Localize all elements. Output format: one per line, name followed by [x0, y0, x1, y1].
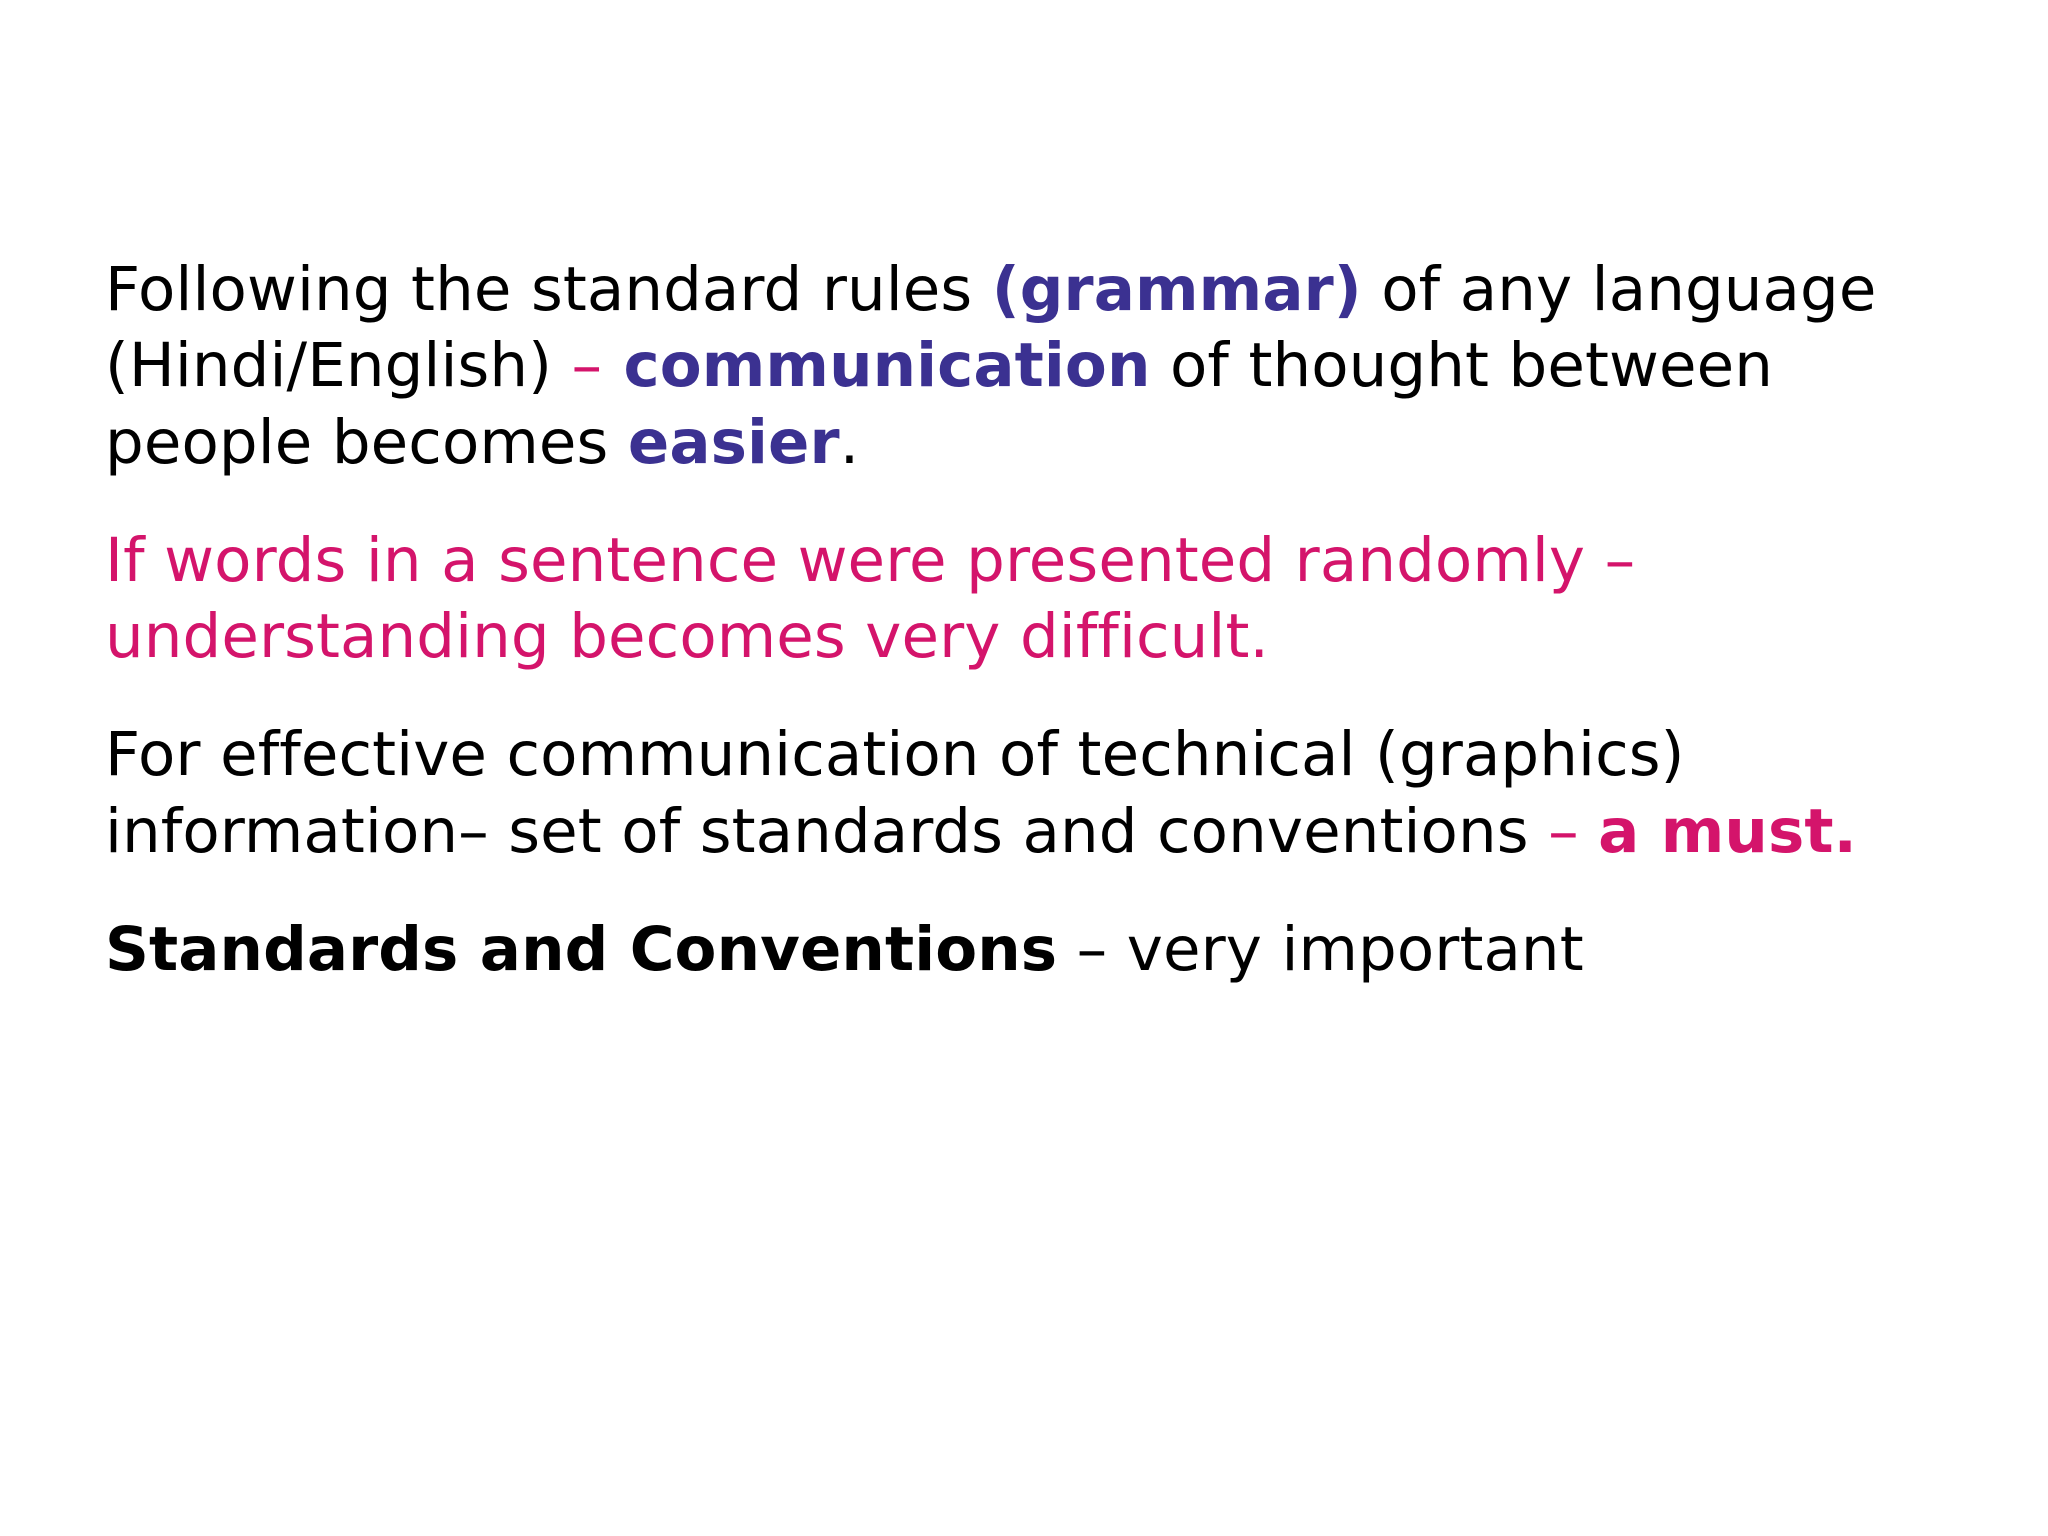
text-run-grammar: (grammar) — [991, 254, 1362, 325]
text-run-dash: – — [1548, 795, 1599, 867]
text-run: of thought between people becomes — [105, 330, 1773, 478]
text-run-communication: communication — [602, 330, 1151, 402]
text-run: of any language (Hindi/English) — [105, 254, 1877, 402]
paragraph-1 — [105, 252, 1935, 481]
text-run-dash: – — [571, 330, 603, 402]
text-run: Following the standard rules — [105, 254, 992, 325]
text-run-a-must: a must. — [1598, 795, 1857, 867]
paragraph-3 — [105, 717, 1935, 870]
slide-body — [105, 252, 1935, 988]
text-run: For effective communication of technical (graphics) information– set of standards and conventions — [105, 719, 1685, 867]
text-run-easier: easier — [627, 406, 840, 478]
text-run: . — [839, 406, 860, 478]
text-run: – very important — [1057, 913, 1584, 985]
text-run-standards-conventions: Standards and Conventions — [105, 913, 1058, 985]
paragraph-4 — [105, 912, 1935, 988]
paragraph-2 — [105, 523, 1935, 676]
text-run: If words in a sentence were presented randomly – understanding becomes very difficult. — [105, 524, 1636, 672]
